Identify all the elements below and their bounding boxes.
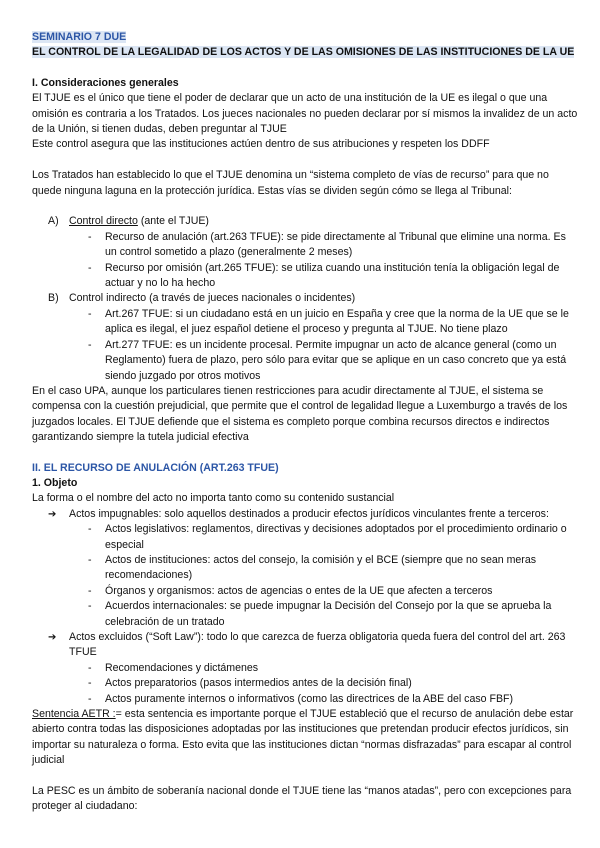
sentencia-aetr-label: Sentencia AETR : [32,708,116,721]
section-1-heading: I. Consideraciones generales [32,76,179,89]
list-marker-b: B) [48,292,59,305]
actos-impugnables-item [32,507,580,522]
section-2-heading: II. EL RECURSO DE ANULACIÓN (ART.263 TFUE) [32,461,279,474]
list-item-control-indirecto [32,291,580,383]
actos-excluidos-list [32,661,580,707]
list-item: - Recurso de anulación (art.263 TFUE): se pide directamente al Tribunal que elimine una norma. Es un control sometido a plazo (generalmente 2 meses) [88,230,566,259]
arrow-right-icon: ➔ [48,508,57,520]
sentencia-aetr-text: = esta sentencia es importante porque el TJUE estableció que el recurso de anulación debe estar abierto contra todas las disposiciones adoptadas por las instituciones que pretendan producir efectos jurídicos, sin importar su naturaleza o forma. Esto evita que las instituciones dictan “normas disfrazadas” para escapar al control judicial [32,708,574,767]
list-item: - Art.277 TFUE: es un incidente procesal. Permite impugnar un acto de alcance general (como un Reglamento) fuera de plazo, pero sólo para evitar que se aplique en un caso concreto que ya está siendo juzgado por otros motivos [88,338,567,382]
section-1-paragraph-upa: En el caso UPA, aunque los particulares tienen restricciones para acudir directamente al TJUE, el sistema se compensa con la cuestión prejudicial, que permite que el control de legalidad llegue a Luxemburgo a través de los juzgados locales. El TJUE defiende que el sistema es completo porque combina recursos directos e indirectos garantizando siempre la tutela judicial efectiva [32,384,568,444]
list-item: - Actos puramente internos o informativos (como las directrices de la ABE del caso FBF) [88,692,514,705]
pesc-paragraph: La PESC es un ámbito de soberanía nacional donde el TJUE tiene las “manos atadas”, pero con excepciones para proteger al ciudadano: [32,785,572,813]
list-item: - Actos de instituciones: actos del consejo, la comisión y el BCE (siempre que no sean meras recomendaciones) [88,553,537,582]
control-indirecto-sublist [32,307,580,384]
control-directo-sublist [32,230,580,292]
list-item: - Actos legislativos: reglamentos, directivas y decisiones adoptados por el procedimiento ordinario o especial [88,523,567,551]
section-1-paragraph-2: Este control asegura que las instituciones actúen dentro de sus atribuciones y respeten los DDFF [32,138,490,151]
control-directo-label: Control directo [69,215,138,228]
control-indirecto-label: Control indirecto (a través de jueces nacionales o incidentes) [69,292,356,305]
section-1-paragraph-3: Los Tratados han establecido lo que el TJUE denomina un “sistema completo de vías de recurso” para que no quede ninguna laguna en la protección jurídica. Estas vías se dividen según cómo se llega al Tribunal: [32,169,549,197]
list-item: - Acuerdos internacionales: se puede impugnar la Decisión del Consejo por la que se aprueba la celebración de un tratado [88,600,552,628]
actos-impugnables-text: Actos impugnables: solo aquellos destinados a producir efectos jurídicos vinculantes frente a terceros: [69,507,549,520]
list-item: - Actos preparatorios (pasos intermedios antes de la decisión final) [88,677,412,690]
arrow-right-icon: ➔ [48,632,57,643]
list-item: - Recomendaciones y dictámenes [88,661,259,674]
control-directo-rest: (ante el TJUE) [137,215,209,228]
list-item: - Recurso por omisión (art.265 TFUE): se utiliza cuando una institución tenía la obligación legal de actuar y no lo ha hecho [88,261,560,290]
actos-excluidos-text: Actos excluidos (“Soft Law”): todo lo que carezca de fuerza obligatoria queda fuera del control del art. 263 TFUE [69,631,566,659]
actos-excluidos-item [32,630,580,661]
control-types-list [32,214,580,383]
document-title: EL CONTROL DE LA LEGALIDAD DE LOS ACTOS Y DE LAS OMISIONES DE LAS INSTITUCIONES DE LA UE [32,46,575,59]
sentencia-aetr-paragraph [32,707,580,769]
seminar-label: SEMINARIO 7 DUE [32,31,127,43]
section-2-subheading-objeto: 1. Objeto [32,476,78,489]
document-page [32,30,580,815]
header-block [32,30,580,61]
list-item-control-directo [32,214,580,291]
section-2-paragraph-1: La forma o el nombre del acto no importa tanto como su contenido sustancial [32,492,395,505]
list-item: - Órganos y organismos: actos de agencias o entes de la UE que afecten a terceros [88,584,493,597]
list-marker-a: A) [48,215,59,228]
list-item: - Art.267 TFUE: si un ciudadano está en un juicio en España y cree que la norma de la UE que se le aplica es ilegal, el juez español detiene el proceso y pregunta al TJUE. No tiene plazo [88,307,569,336]
actos-impugnables-list [32,522,580,630]
section-1-paragraph-1: El TJUE es el único que tiene el poder de declarar que un acto de una institución de la UE es ilegal o que una omisión es contraria a los Tratados. Los jueces nacionales no pueden declarar por sí mismos la invalidez de un acto de la Unión, si tienen dudas, deben preguntar al TJUE [32,92,578,136]
